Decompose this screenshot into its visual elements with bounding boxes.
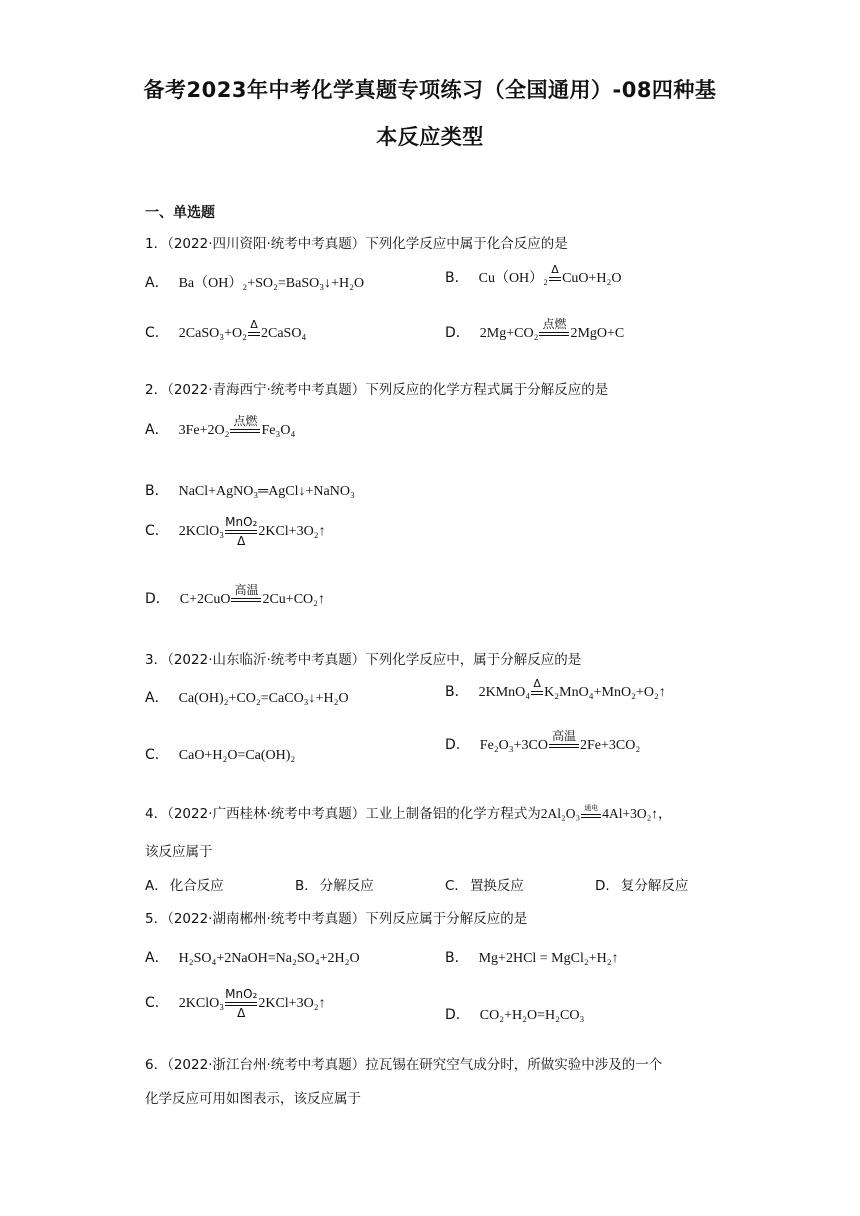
equation-reactants: C+2CuO xyxy=(179,592,231,608)
equation-products: 2Cu+CO₂↑ xyxy=(262,592,326,608)
question-2-option-a[interactable] xyxy=(145,415,295,447)
question-2-option-b[interactable] xyxy=(145,480,355,500)
equation-reactants: 2CaSO₃+O₂ xyxy=(178,326,247,342)
question-3-option-d[interactable] xyxy=(445,730,640,762)
reaction-condition: MnO₂ Δ xyxy=(225,515,258,548)
question-1-stem: 1．（2022·四川资阳·统考中考真题）下列化学反应中属于化合反应的是 xyxy=(145,236,568,252)
question-3-option-b[interactable] xyxy=(445,677,666,709)
document-title-line-1: 备考2023年中考化学真题专项练习（全国通用）-08四种基 xyxy=(143,78,717,102)
option-text: 复分解反应 xyxy=(620,878,689,894)
option-tag: C． xyxy=(145,523,169,540)
equation-products: 4Al+3O₂↑， xyxy=(602,806,672,821)
equation-products: Fe₃O₄ xyxy=(261,423,296,439)
question-1-option-d[interactable] xyxy=(445,318,624,350)
option-text: Ba（OH）₂+SO₂=BaSO₃↓+H₂O xyxy=(178,276,365,291)
option-tag: C． xyxy=(145,747,169,763)
option-tag: C． xyxy=(445,878,468,894)
option-tag: A． xyxy=(145,878,168,894)
question-5-option-a[interactable] xyxy=(145,947,360,967)
option-tag: C． xyxy=(145,325,169,342)
reaction-condition: Δ xyxy=(248,318,260,350)
reaction-condition: 通电 xyxy=(581,804,601,825)
option-text: CO₂+H₂O=H₂CO₃ xyxy=(479,1008,585,1023)
equation-products: CuO+H₂O xyxy=(562,271,622,287)
equation-reactants: 2KClO₃ xyxy=(178,996,225,1012)
option-text: 分解反应 xyxy=(319,878,374,894)
question-3-option-a[interactable] xyxy=(145,687,349,707)
reaction-condition: Δ xyxy=(549,263,561,295)
equation-reactants: 2KClO₃ xyxy=(178,524,225,540)
question-5-option-c[interactable] xyxy=(145,988,326,1020)
question-4-stem-continued: 该反应属于 xyxy=(145,844,213,860)
option-text: CaO+H₂O=Ca(OH)₂ xyxy=(178,748,296,763)
question-2-stem: 2．（2022·青海西宁·统考中考真题）下列反应的化学方程式属于分解反应的是 xyxy=(145,382,609,398)
equation-products: 2CaSO₄ xyxy=(261,326,307,342)
question-1-option-a[interactable] xyxy=(145,272,364,292)
option-tag: A． xyxy=(145,690,169,706)
option-tag: D． xyxy=(445,325,470,342)
option-tag: B． xyxy=(445,684,469,701)
option-text: 置换反应 xyxy=(469,878,524,894)
reaction-condition: 点燃 xyxy=(230,415,260,447)
question-4-option-d[interactable] xyxy=(595,874,688,894)
question-5-option-b[interactable] xyxy=(445,947,619,967)
equation-products: K₂MnO₄+MnO₂+O₂↑ xyxy=(544,685,666,701)
question-2-option-d[interactable] xyxy=(145,584,325,616)
option-text: 化合反应 xyxy=(169,878,224,894)
reaction-condition: 高温 xyxy=(549,730,579,762)
question-6-stem: 6．（2022·浙江台州·统考中考真题）拉瓦锡在研究空气成分时，所做实验中涉及的一个 xyxy=(145,1057,663,1073)
question-4-stem xyxy=(145,802,672,825)
option-tag: A． xyxy=(145,275,169,291)
option-text: NaCl+AgNO₃═AgCl↓+NaNO₃ xyxy=(178,484,355,499)
reaction-condition: MnO₂ Δ xyxy=(225,987,258,1020)
question-6-stem-continued: 化学反应可用如图表示，该反应属于 xyxy=(145,1091,361,1107)
option-text: H₂SO₄+2NaOH=Na₂SO₄+2H₂O xyxy=(178,951,360,966)
option-tag: B． xyxy=(295,878,318,894)
question-4-option-a[interactable] xyxy=(145,874,224,894)
question-2-option-c[interactable] xyxy=(145,516,326,548)
option-tag: D． xyxy=(595,878,619,894)
equation-reactants: 2Mg+CO₂ xyxy=(479,326,539,342)
question-1-option-b[interactable] xyxy=(445,263,622,295)
reaction-condition: Δ xyxy=(531,677,543,709)
question-3-stem: 3．（2022·山东临沂·统考中考真题）下列化学反应中，属于分解反应的是 xyxy=(145,652,582,668)
option-tag: A． xyxy=(145,422,169,439)
document-title-line-2: 本反应类型 xyxy=(376,125,484,149)
question-4-option-b[interactable] xyxy=(295,874,374,894)
question-1-option-c[interactable] xyxy=(145,318,306,350)
equation-reactants: 2Al₂O₃ xyxy=(540,806,581,821)
question-3-option-c[interactable] xyxy=(145,744,295,764)
equation-products: 2MgO+C xyxy=(570,326,625,342)
option-text: Mg+2HCl = MgCl₂+H₂↑ xyxy=(478,951,619,966)
equation-products: 2KCl+3O₂↑ xyxy=(258,996,326,1012)
option-tag: D． xyxy=(445,737,470,754)
option-tag: B． xyxy=(145,483,169,499)
option-tag: C． xyxy=(145,995,169,1012)
equation-reactants: 3Fe+2O₂ xyxy=(178,423,230,439)
section-heading: 一、单选题 xyxy=(145,205,215,221)
option-text: Ca(OH)₂+CO₂=CaCO₃↓+H₂O xyxy=(178,691,349,706)
option-tag: B． xyxy=(445,950,469,966)
equation-products: 2Fe+3CO₂ xyxy=(580,738,641,754)
equation-reactants: Cu（OH）₂ xyxy=(478,271,549,287)
equation-reactants: Fe₂O₃+3CO xyxy=(479,738,548,754)
reaction-condition: 高温 xyxy=(231,584,261,616)
question-4-option-c[interactable] xyxy=(445,874,524,894)
reaction-condition: 点燃 xyxy=(539,318,569,350)
question-5-option-d[interactable] xyxy=(445,1004,584,1024)
option-tag: D． xyxy=(445,1007,470,1023)
equation-products: 2KCl+3O₂↑ xyxy=(258,524,326,540)
option-tag: A． xyxy=(145,950,169,966)
equation-reactants: 2KMnO₄ xyxy=(478,685,531,701)
question-5-stem: 5．（2022·湖南郴州·统考中考真题）下列反应属于分解反应的是 xyxy=(145,911,528,927)
option-tag: D． xyxy=(145,591,170,608)
question-4-stem-text: 4．（2022·广西桂林·统考中考真题）工业上制备铝的化学方程式为 xyxy=(145,806,541,822)
option-tag: B． xyxy=(445,270,469,287)
